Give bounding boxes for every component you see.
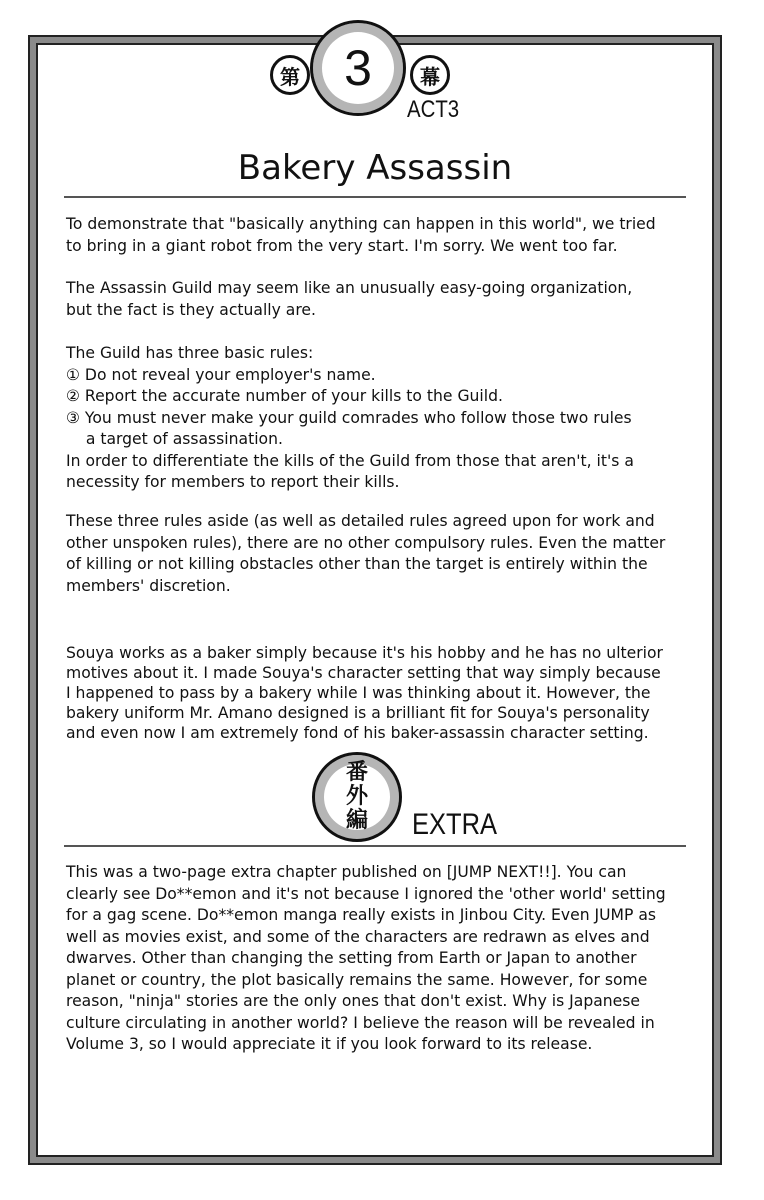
- text-line: Souya works as a baker simply because it's his hobby and he has no ulterior: [66, 644, 663, 662]
- text-line: and even now I am extremely fond of his baker-assassin character setting.: [66, 724, 649, 742]
- text-line: motives about it. I made Souya's character setting that way simply because: [66, 664, 661, 682]
- chapter-title: Bakery Assassin: [237, 148, 513, 188]
- text-line: other unspoken rules), there are no other compulsory rules. Even the matter: [66, 533, 666, 552]
- text-line: The Assassin Guild may seem like an unusually easy-going organization,: [66, 279, 633, 297]
- chapter-number-badge: 3: [310, 20, 406, 116]
- text-line: but the fact is they actually are.: [66, 300, 316, 319]
- paragraph-2: [66, 278, 692, 321]
- text-line: planet or country, the plot basically remains the same. However, for some: [66, 970, 648, 989]
- extra-paragraph: [66, 862, 692, 1056]
- paragraph-1: [66, 214, 692, 257]
- text-line: to bring in a giant robot from the very start. I'm sorry. We went too far.: [66, 236, 618, 255]
- text-line: for a gag scene. Do**emon manga really exists in Jinbou City. Even JUMP as: [66, 906, 657, 924]
- extra-label: EXTRA: [412, 808, 498, 841]
- paragraph-5: [66, 643, 692, 743]
- text-line: These three rules aside (as well as detailed rules agreed upon for work and: [66, 512, 655, 530]
- title-divider: [64, 196, 686, 198]
- text-line: culture circulating in another world? I believe the reason will be revealed in: [66, 1013, 655, 1032]
- text-line: dwarves. Other than changing the setting from Earth or Japan to another: [66, 949, 637, 967]
- text-line: a target of assassination.: [66, 430, 283, 448]
- text-line: Volume 3, so I would appreciate it if you look forward to its release.: [66, 1035, 593, 1053]
- text-line: This was a two-page extra chapter published on [JUMP NEXT!!]. You can: [66, 863, 627, 881]
- extra-kanji: 番: [345, 760, 368, 785]
- paragraph-4: [66, 511, 692, 597]
- text-line: To demonstrate that "basically anything can happen in this world", we tried: [66, 215, 656, 233]
- text-line: clearly see Do**emon and it's not because I ignored the 'other world' setting: [66, 884, 666, 903]
- text-line: of killing or not killing obstacles other than the target is entirely within the: [66, 555, 648, 573]
- text-line: ② Report the accurate number of your kills to the Guild.: [66, 387, 503, 405]
- text-line: The Guild has three basic rules:: [66, 344, 314, 362]
- act-label: ACT3: [407, 96, 460, 123]
- text-line: I happened to pass by a bakery while I was thinking about it. However, the: [66, 684, 651, 702]
- extra-badge: [312, 752, 402, 842]
- paragraph-3: [66, 343, 692, 494]
- extra-kanji: 編: [345, 808, 368, 833]
- chapter-kanji-left: 第: [270, 55, 310, 95]
- text-line: members' discretion.: [66, 576, 231, 595]
- extra-kanji: 外: [345, 784, 368, 809]
- text-line: bakery uniform Mr. Amano designed is a brilliant fit for Souya's personality: [66, 704, 650, 722]
- text-line: ① Do not reveal your employer's name.: [66, 365, 376, 384]
- text-line: necessity for members to report their kills.: [66, 473, 400, 491]
- text-line: well as movies exist, and some of the characters are redrawn as elves and: [66, 927, 650, 946]
- text-line: In order to differentiate the kills of the Guild from those that aren't, it's a: [66, 451, 634, 470]
- extra-divider: [64, 845, 686, 847]
- chapter-kanji-right: 幕: [410, 55, 450, 95]
- text-line: ③ You must never make your guild comrades who follow those two rules: [66, 408, 632, 427]
- text-line: reason, "ninja" stories are the only ones that don't exist. Why is Japanese: [66, 992, 640, 1010]
